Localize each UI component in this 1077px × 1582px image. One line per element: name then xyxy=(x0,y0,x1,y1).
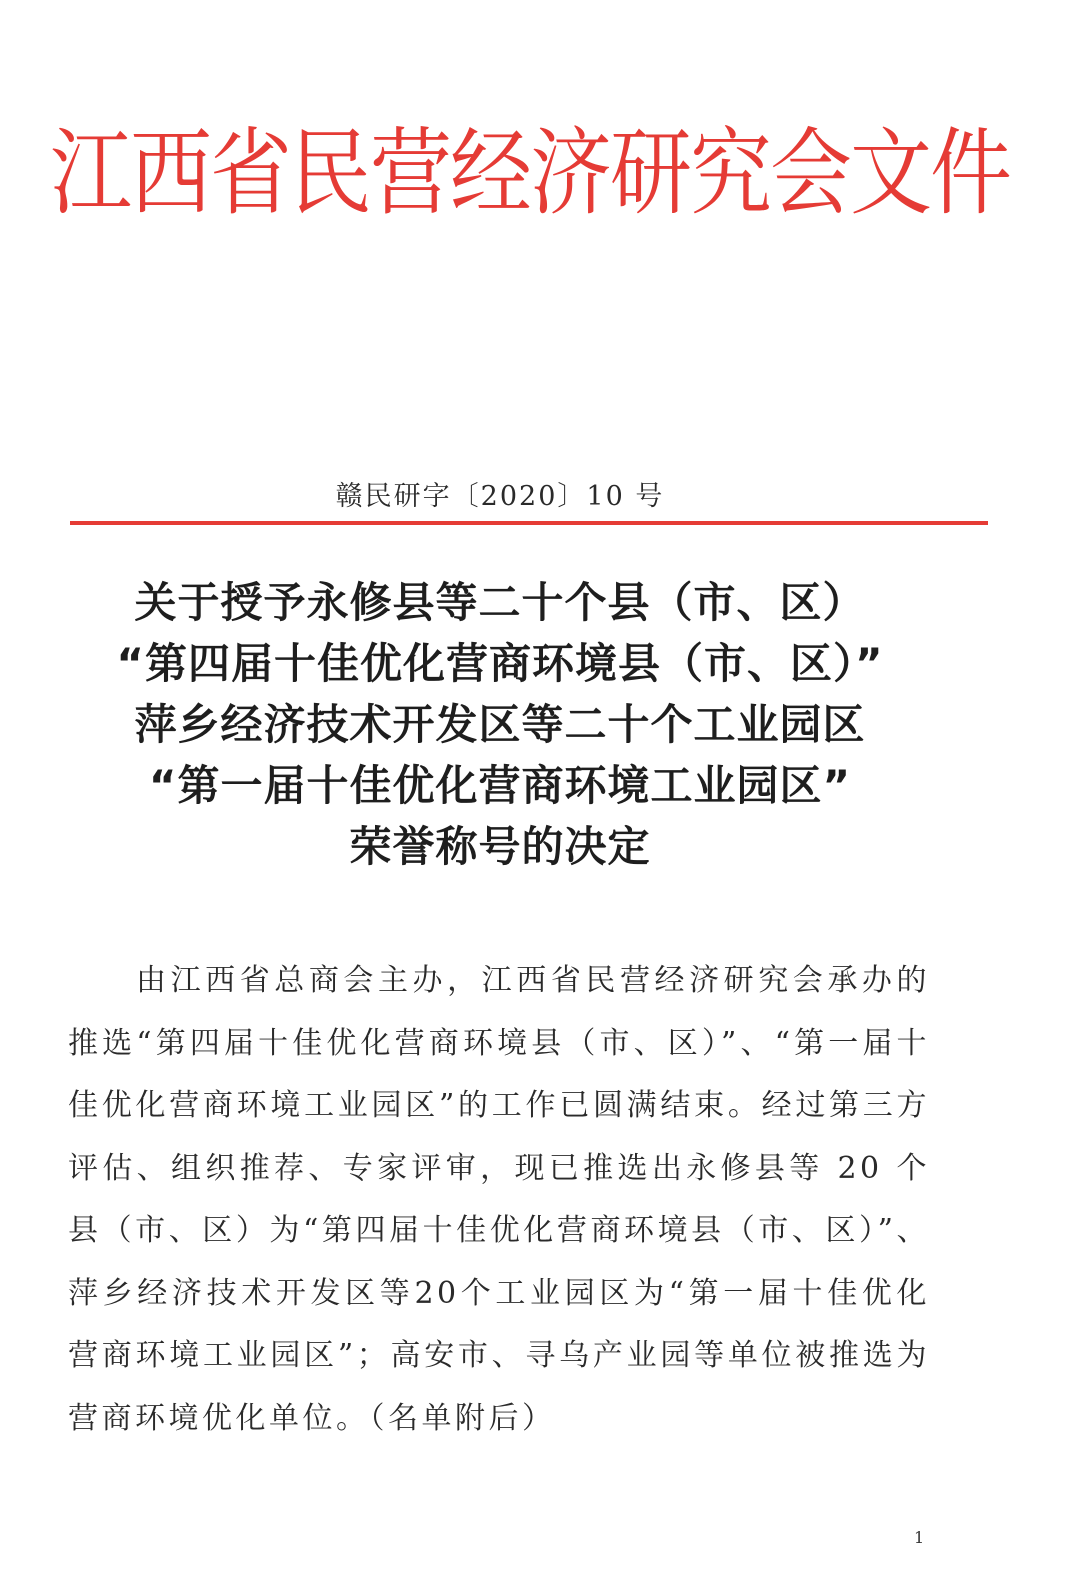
decision-title-line: “第四届十佳优化营商环境县（市、区）” xyxy=(116,639,884,688)
document-header-title: 江西省民营经济研究会文件 xyxy=(50,119,1011,229)
decision-title-line: 关于授予永修县等二十个县（市、区） xyxy=(134,578,866,627)
decision-title xyxy=(40,572,960,877)
decision-title-line: 荣誉称号的决定 xyxy=(349,822,651,871)
decision-title-line: “第一届十佳优化营商环境工业园区” xyxy=(148,761,852,810)
red-divider-line xyxy=(70,521,988,525)
body-paragraph: 由江西省总商会主办，江西省民营经济研究会承办的推选“第四届十佳优化营商环境县（市、区）”、“第一届十佳优化营商环境工业园区”的工作已圆满结束。经过第三方评估、组织推荐、专家评审，现已推选出永修县等 20 个县（市、区）为“第四届十佳优化营商环境县（市、区）”、萍乡经济技术开发区等20个工业园区为“第一届十佳优化营商环境工业园区”；高安市、寻乌产业园等单位被推选为营商环境优化单位。（名单附后） xyxy=(68,963,930,1436)
document-number: 赣民研字〔2020〕10 号 xyxy=(335,481,665,512)
decision-title-line: 萍乡经济技术开发区等二十个工业园区 xyxy=(134,700,866,749)
page-number: 1 xyxy=(914,1528,925,1547)
